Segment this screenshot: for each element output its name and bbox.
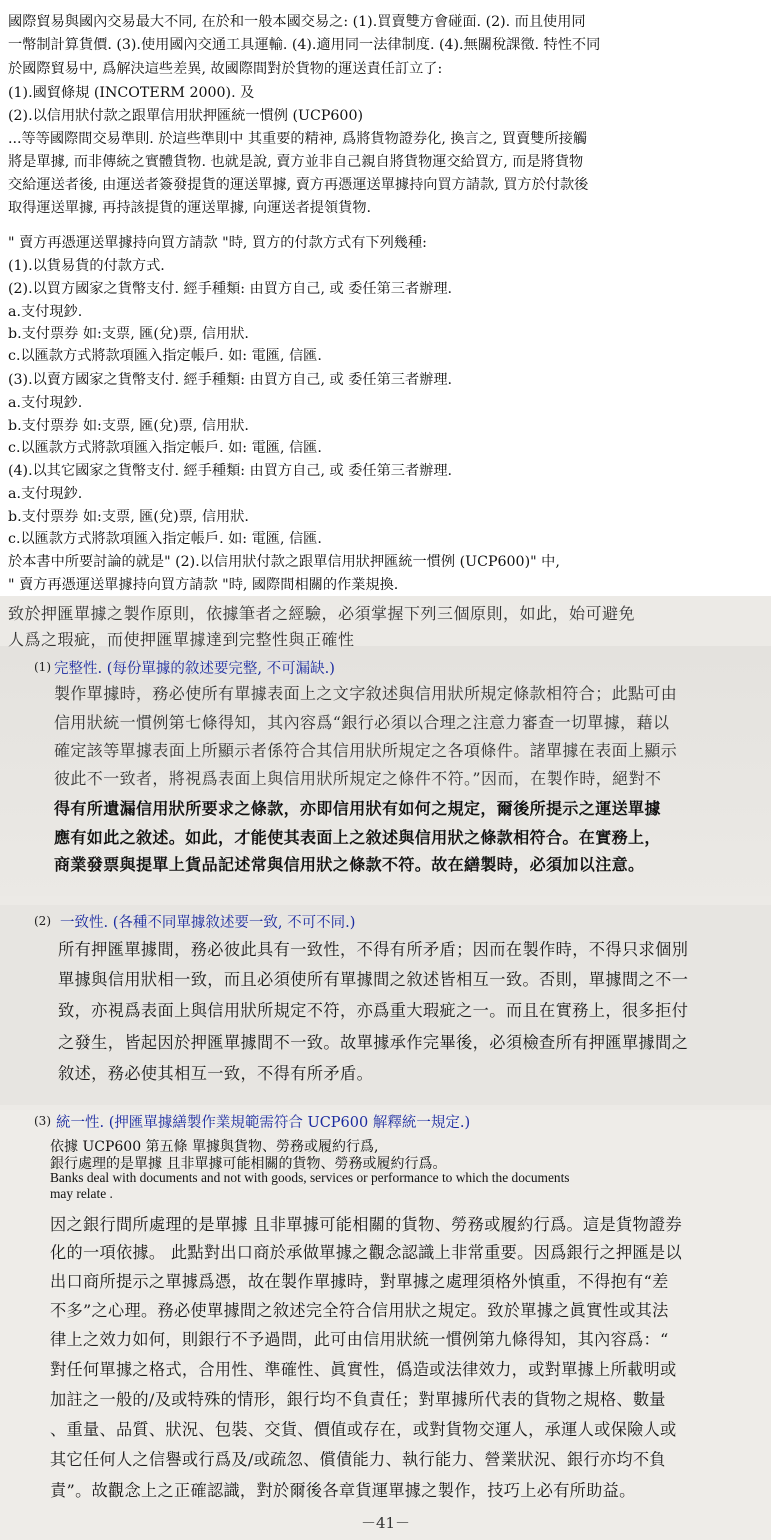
- payment-line: b.支付票券 如:支票, 匯(兌)票, 信用狀.: [8, 509, 249, 525]
- payment-line: " 賣方再憑運送單據持向買方請款 "時, 買方的付款方式有下列幾種:: [8, 235, 427, 251]
- ucp-rule-line: 銀行處理的是單據 且非單據可能相關的貨物、勞務或履約行爲。: [50, 1156, 447, 1172]
- section-body-line: 不多”之心理。務必使單據間之敘述完全符合信用狀之規定。致於單據之眞實性或其法: [50, 1301, 669, 1320]
- section-body-line: 、重量、品質、狀況、包裝、交貨、價值或存在，或對貨物交運人，承運人或保險人或: [50, 1420, 677, 1439]
- ucp-rule-line: 依據 UCP600 第五條 單據與貨物、勞務或履約行爲,: [50, 1139, 379, 1155]
- english-quote-line: may relate .: [50, 1186, 113, 1201]
- section-body-line: 加註之一般的/及或特殊的情形，銀行均不負責任；對單據所代表的貨物之規格、數量: [50, 1390, 666, 1409]
- intro-line: 一幣制計算貨價. (3).使用國內交通工具運輸. (4).適用同一法律制度. (4).無關稅課徵. 特性不同: [8, 37, 601, 53]
- intro-line: 交給運送者後, 由運送者簽發提貨的運送單據, 賣方再憑運送單據持向買方請款, 買方於付款後: [8, 177, 589, 193]
- section-heading: 一致性. (各種不同單據敘述要一致, 不可不同.): [60, 915, 356, 931]
- intro-line: ...等等國際間交易準則. 於這些準則中 其重要的精神, 爲將貨物證券化, 換言之, 買賣雙所接觸: [8, 131, 588, 147]
- payment-line: c.以匯款方式將款項匯入指定帳戶. 如: 電匯, 信匯.: [8, 348, 322, 364]
- section-body-line: 得有所遺漏信用狀所要求之條款，亦即信用狀有如何之規定，爾後所提示之運送單據: [54, 799, 661, 818]
- intro-line: 取得運送單據, 再持該提貨的運送單據, 向運送者提領貨物.: [8, 200, 372, 216]
- payment-line: a.支付現鈔.: [8, 395, 83, 411]
- page-number: －41－: [360, 1514, 411, 1532]
- section-body-line: 因之銀行間所處理的是單據 且非單據可能相關的貨物、勞務或履約行爲。這是貨物證券: [50, 1215, 682, 1234]
- section-number: (2): [34, 914, 51, 928]
- payment-line: a.支付現鈔.: [8, 486, 83, 502]
- section-heading: 完整性. (每份單據的敘述要完整, 不可漏缺.): [54, 661, 335, 677]
- section-body-line: 致，亦視爲表面上與信用狀所規定不符，亦爲重大瑕疵之一。而且在實務上，很多拒付: [58, 1001, 689, 1020]
- section-body-line: 之發生，皆起因於押匯單據間不一致。故單據承作完畢後，必須檢查所有押匯單據間之: [58, 1033, 689, 1052]
- section-body-line: 出口商所提示之單據爲憑，故在製作單據時，對單據之處理須格外慎重，不得抱有“差: [50, 1272, 669, 1291]
- intro-line: 將是單據, 而非傳統之實體貨物. 也就是說, 賣方並非自己親自將貨物運交給買方, 而是將貨物: [8, 154, 584, 170]
- intro-line: 國際貿易與國內交易最大不同, 在於和一般本國交易之: (1).買賣雙方會碰面. (2). 而且使用同: [8, 14, 586, 30]
- section-body-line: 應有如此之敘述。如此，才能使其表面上之敘述與信用狀之條款相符合。在實務上，: [54, 828, 661, 847]
- section-body-line: 所有押匯單據間，務必彼此具有一致性，不得有所矛盾；因而在製作時，不得只求個別: [58, 940, 689, 959]
- section-body-line: 確定該等單據表面上所顯示者係符合其信用狀所規定之各項條件。諸單據在表面上顯示: [54, 741, 678, 760]
- section-body-line: 製作單據時，務必使所有單據表面上之文字敘述與信用狀所規定條款相符合；此點可由: [54, 684, 678, 703]
- payment-line: b.支付票券 如:支票, 匯(兌)票, 信用狀.: [8, 418, 249, 434]
- section-number: (3): [34, 1114, 51, 1128]
- payment-line: (4).以其它國家之貨幣支付. 經手種類: 由買方自己, 或 委任第三者辦理.: [8, 463, 453, 479]
- payment-line: c.以匯款方式將款項匯入指定帳戶. 如: 電匯, 信匯.: [8, 531, 322, 547]
- section-body-line: 商業發票與提單上貨品記述常與信用狀之條款不符。故在繕製時，必須加以注意。: [54, 855, 645, 874]
- section-body-line: 對任何單據之格式，合用性、準確性、眞實性，僞造或法律效力，或對單據上所載明或: [50, 1360, 677, 1379]
- payment-line: 於本書中所要討論的就是" (2).以信用狀付款之跟單信用狀押匯統一慣例 (UCP600)" 中,: [8, 554, 560, 570]
- payment-line: c.以匯款方式將款項匯入指定帳戶. 如: 電匯, 信匯.: [8, 440, 322, 456]
- section-body-line: 其它任何人之信譽或行爲及/或疏忽、償債能力、執行能力、營業狀況、銀行亦均不負: [50, 1450, 666, 1469]
- section-body-line: 敘述，務必使其相互一致，不得有所矛盾。: [58, 1064, 374, 1083]
- section-body-line: 化的一項依據。 此點對出口商於承做單據之觀念認識上非常重要。因爲銀行之押匯是以: [50, 1243, 682, 1262]
- section-body-line: 律上之效力如何，則銀行不予過問，此可由信用狀統一慣例第九條得知，其內容爲：“: [50, 1330, 669, 1349]
- payment-line: " 賣方再憑運送單據持向買方請款 "時, 國際間相關的作業規換.: [8, 577, 399, 593]
- section-body-line: 彼此不一致者，將視爲表面上與信用狀所規定之條件不符。”因而，在製作時，絕對不: [54, 769, 662, 788]
- payment-line: a.支付現鈔.: [8, 304, 83, 320]
- scan-intro-line: 致於押匯單據之製作原則，依據筆者之經驗，必須掌握下列三個原則，如此，始可避免: [8, 604, 636, 623]
- payment-line: (3).以賣方國家之貨幣支付. 經手種類: 由買方自己, 或 委任第三者辦理.: [8, 372, 453, 388]
- payment-line: (2).以買方國家之貨幣支付. 經手種類: 由買方自己, 或 委任第三者辦理.: [8, 281, 453, 297]
- payment-line: b.支付票券 如:支票, 匯(兌)票, 信用狀.: [8, 326, 249, 342]
- payment-line: (1).以貨易貨的付款方式.: [8, 258, 165, 274]
- scan-intro-line: 人爲之瑕疵，而使押匯單據達到完整性與正確性: [8, 630, 355, 649]
- section-body-line: 信用狀統一慣例第七條得知，其內容爲“銀行必須以合理之注意力審查一切單據，藉以: [54, 713, 670, 732]
- section-body-line: 單據與信用狀相一致，而且必須使所有單據間之敘述皆相互一致。否則，單據間之不一: [58, 970, 689, 989]
- section-body-line: 責”。故觀念上之正確認識，對於爾後各章貨運單據之製作，技巧上必有所助益。: [50, 1481, 636, 1500]
- intro-line: (1).國貿條規 (INCOTERM 2000). 及: [8, 85, 255, 101]
- english-quote-line: Banks deal with documents and not with goods, services or performance to which the documents: [50, 1170, 570, 1185]
- section-number: (1): [34, 660, 51, 674]
- section-heading: 統一性. (押匯單據繕製作業規範需符合 UCP600 解釋統一規定.): [56, 1115, 471, 1131]
- intro-line: (2).以信用狀付款之跟單信用狀押匯統一慣例 (UCP600): [8, 108, 364, 124]
- typed-text-section: [0, 0, 771, 596]
- intro-line: 於國際貿易中, 爲解決這些差異, 故國際間對於貨物的運送責任訂立了:: [8, 61, 443, 77]
